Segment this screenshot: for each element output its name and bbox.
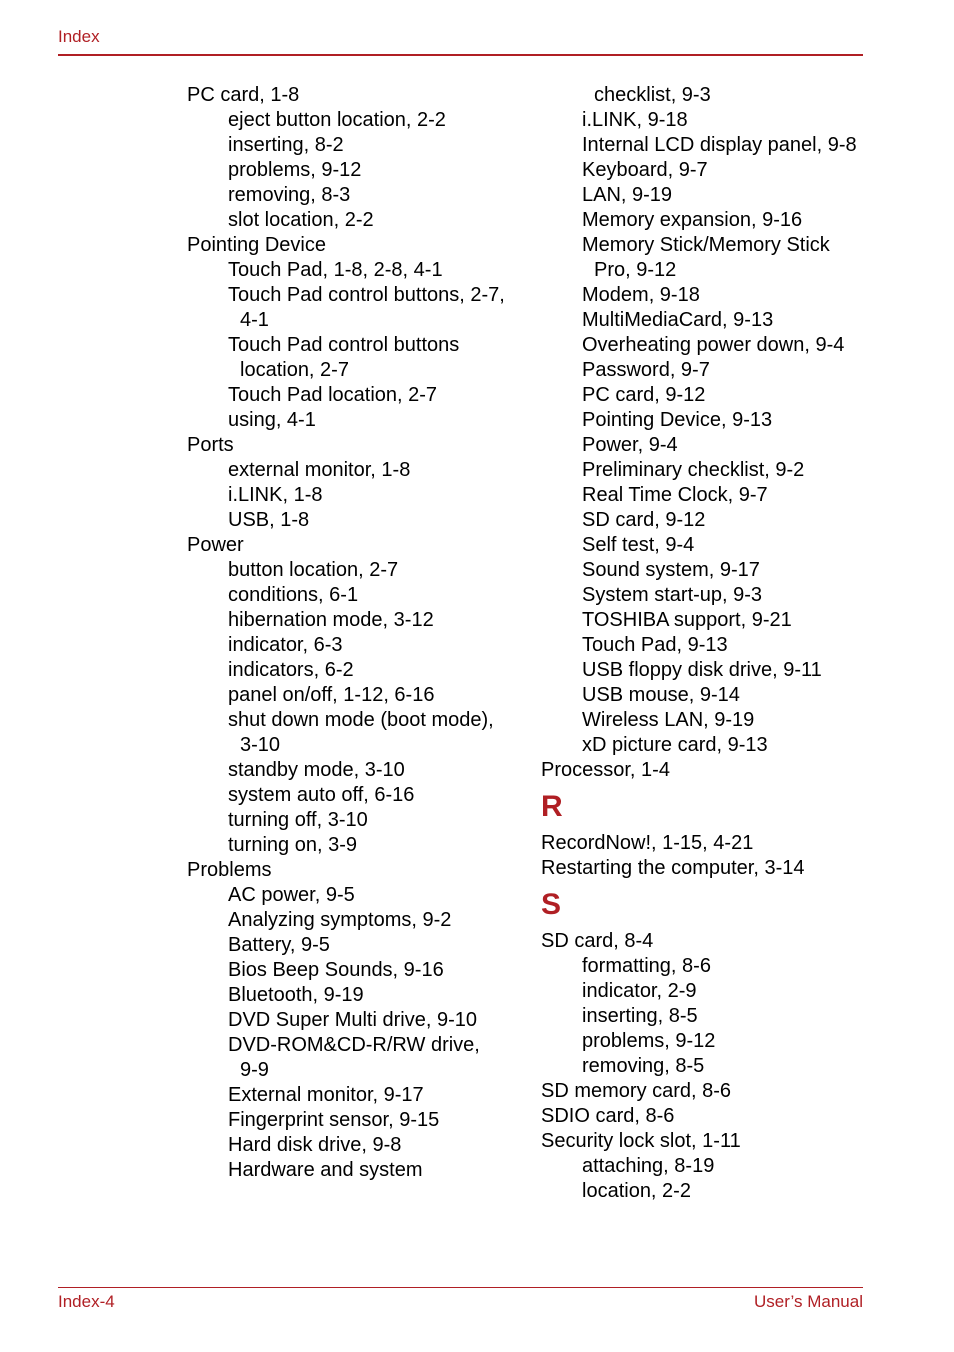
index-subentry: DVD Super Multi drive, 9-10 (228, 1009, 477, 1031)
index-subentry: TOSHIBA support, 9-21 (582, 609, 792, 631)
index-subentry: Fingerprint sensor, 9-15 (228, 1109, 440, 1131)
index-subentry: shut down mode (boot mode), (228, 709, 494, 731)
index-subentry: slot location, 2-2 (228, 209, 374, 231)
index-subentry: Wireless LAN, 9-19 (582, 709, 755, 731)
index-subentry: AC power, 9-5 (228, 884, 355, 906)
index-subentry: removing, 8-5 (582, 1055, 705, 1077)
index-section-letter: S (541, 888, 562, 921)
index-subentry: Sound system, 9-17 (582, 559, 760, 581)
index-subentry: external monitor, 1-8 (228, 459, 411, 481)
index-entry: SD card, 8-4 (541, 930, 654, 952)
index-subentry: Internal LCD display panel, 9-8 (582, 134, 857, 156)
index-subentry: Keyboard, 9-7 (582, 159, 708, 181)
index-subentry: Power, 9-4 (582, 434, 678, 456)
index-subentry: attaching, 8-19 (582, 1155, 715, 1177)
index-entry: PC card, 1-8 (187, 84, 300, 106)
index-entry: SDIO card, 8-6 (541, 1105, 675, 1127)
footer-rule (58, 1287, 863, 1288)
index-subentry: Touch Pad, 1-8, 2-8, 4-1 (228, 259, 443, 281)
index-subentry: Bios Beep Sounds, 9-16 (228, 959, 444, 981)
index-subentry: Hardware and system (228, 1159, 423, 1181)
index-subentry: hibernation mode, 3-12 (228, 609, 434, 631)
index-subentry: Real Time Clock, 9-7 (582, 484, 768, 506)
index-section-letter: R (541, 790, 563, 823)
index-subentry: xD picture card, 9-13 (582, 734, 768, 756)
index-entry-continuation: location, 2-7 (240, 359, 349, 381)
footer-page-number: Index-4 (58, 1292, 115, 1311)
index-entry-continuation: 9-9 (240, 1059, 269, 1081)
index-entry: Power (187, 534, 244, 556)
index-subentry: removing, 8-3 (228, 184, 351, 206)
index-entry: Pointing Device (187, 234, 326, 256)
index-entry-continuation: checklist, 9-3 (594, 84, 711, 106)
index-subentry: inserting, 8-2 (228, 134, 344, 156)
index-subentry: indicator, 6-3 (228, 634, 343, 656)
index-column-left (187, 83, 517, 1183)
index-entry: Security lock slot, 1-11 (541, 1130, 741, 1152)
index-subentry: Password, 9-7 (582, 359, 710, 381)
index-subentry: Memory Stick/Memory Stick (582, 234, 830, 256)
index-subentry: Memory expansion, 9-16 (582, 209, 803, 231)
index-subentry: indicators, 6-2 (228, 659, 354, 681)
index-subentry: SD card, 9-12 (582, 509, 706, 531)
index-subentry: indicator, 2-9 (582, 980, 697, 1002)
index-entry: Problems (187, 859, 272, 881)
index-subentry: Hard disk drive, 9-8 (228, 1134, 402, 1156)
index-subentry: PC card, 9-12 (582, 384, 706, 406)
index-subentry: Touch Pad control buttons, 2-7, (228, 284, 505, 306)
index-subentry: formatting, 8-6 (582, 955, 711, 977)
index-subentry: turning on, 3-9 (228, 834, 357, 856)
index-subentry: Bluetooth, 9-19 (228, 984, 364, 1006)
index-subentry: Self test, 9-4 (582, 534, 695, 556)
index-subentry: inserting, 8-5 (582, 1005, 698, 1027)
index-subentry: USB floppy disk drive, 9-11 (582, 659, 822, 681)
index-subentry: using, 4-1 (228, 409, 316, 431)
index-entry: SD memory card, 8-6 (541, 1080, 732, 1102)
index-subentry: location, 2-2 (582, 1180, 691, 1202)
index-subentry: Battery, 9-5 (228, 934, 330, 956)
index-entry-continuation: 4-1 (240, 309, 269, 331)
index-subentry: i.LINK, 9-18 (582, 109, 688, 131)
index-entry-continuation: 3-10 (240, 734, 281, 756)
index-subentry: problems, 9-12 (582, 1030, 716, 1052)
index-subentry: conditions, 6-1 (228, 584, 359, 606)
index-subentry: panel on/off, 1-12, 6-16 (228, 684, 435, 706)
index-subentry: Touch Pad control buttons (228, 334, 460, 356)
index-subentry: button location, 2-7 (228, 559, 399, 581)
index-subentry: Preliminary checklist, 9-2 (582, 459, 805, 481)
index-subentry: i.LINK, 1-8 (228, 484, 323, 506)
index-subentry: turning off, 3-10 (228, 809, 368, 831)
index-subentry: Modem, 9-18 (582, 284, 700, 306)
index-subentry: System start-up, 9-3 (582, 584, 763, 606)
index-subentry: problems, 9-12 (228, 159, 362, 181)
index-entry: RecordNow!, 1-15, 4-21 (541, 832, 754, 854)
index-subentry: Touch Pad, 9-13 (582, 634, 728, 656)
index-entry: Processor, 1-4 (541, 759, 670, 781)
header-rule (58, 54, 863, 56)
index-subentry: Pointing Device, 9-13 (582, 409, 773, 431)
index-entry: Ports (187, 434, 234, 456)
index-subentry: standby mode, 3-10 (228, 759, 405, 781)
index-entry-continuation: Pro, 9-12 (594, 259, 677, 281)
index-column-right (541, 83, 871, 1204)
index-subentry: DVD-ROM&CD-R/RW drive, (228, 1034, 480, 1056)
index-subentry: LAN, 9-19 (582, 184, 673, 206)
index-entry: Restarting the computer, 3-14 (541, 857, 805, 879)
index-subentry: system auto off, 6-16 (228, 784, 415, 806)
page-header-title: Index (58, 27, 100, 46)
index-subentry: Overheating power down, 9-4 (582, 334, 845, 356)
index-subentry: MultiMediaCard, 9-13 (582, 309, 774, 331)
index-subentry: eject button location, 2-2 (228, 109, 446, 131)
index-subentry: USB, 1-8 (228, 509, 310, 531)
index-subentry: External monitor, 9-17 (228, 1084, 424, 1106)
footer-manual-title: User’s Manual (754, 1292, 863, 1311)
index-subentry: Touch Pad location, 2-7 (228, 384, 438, 406)
index-subentry: USB mouse, 9-14 (582, 684, 740, 706)
index-subentry: Analyzing symptoms, 9-2 (228, 909, 452, 931)
